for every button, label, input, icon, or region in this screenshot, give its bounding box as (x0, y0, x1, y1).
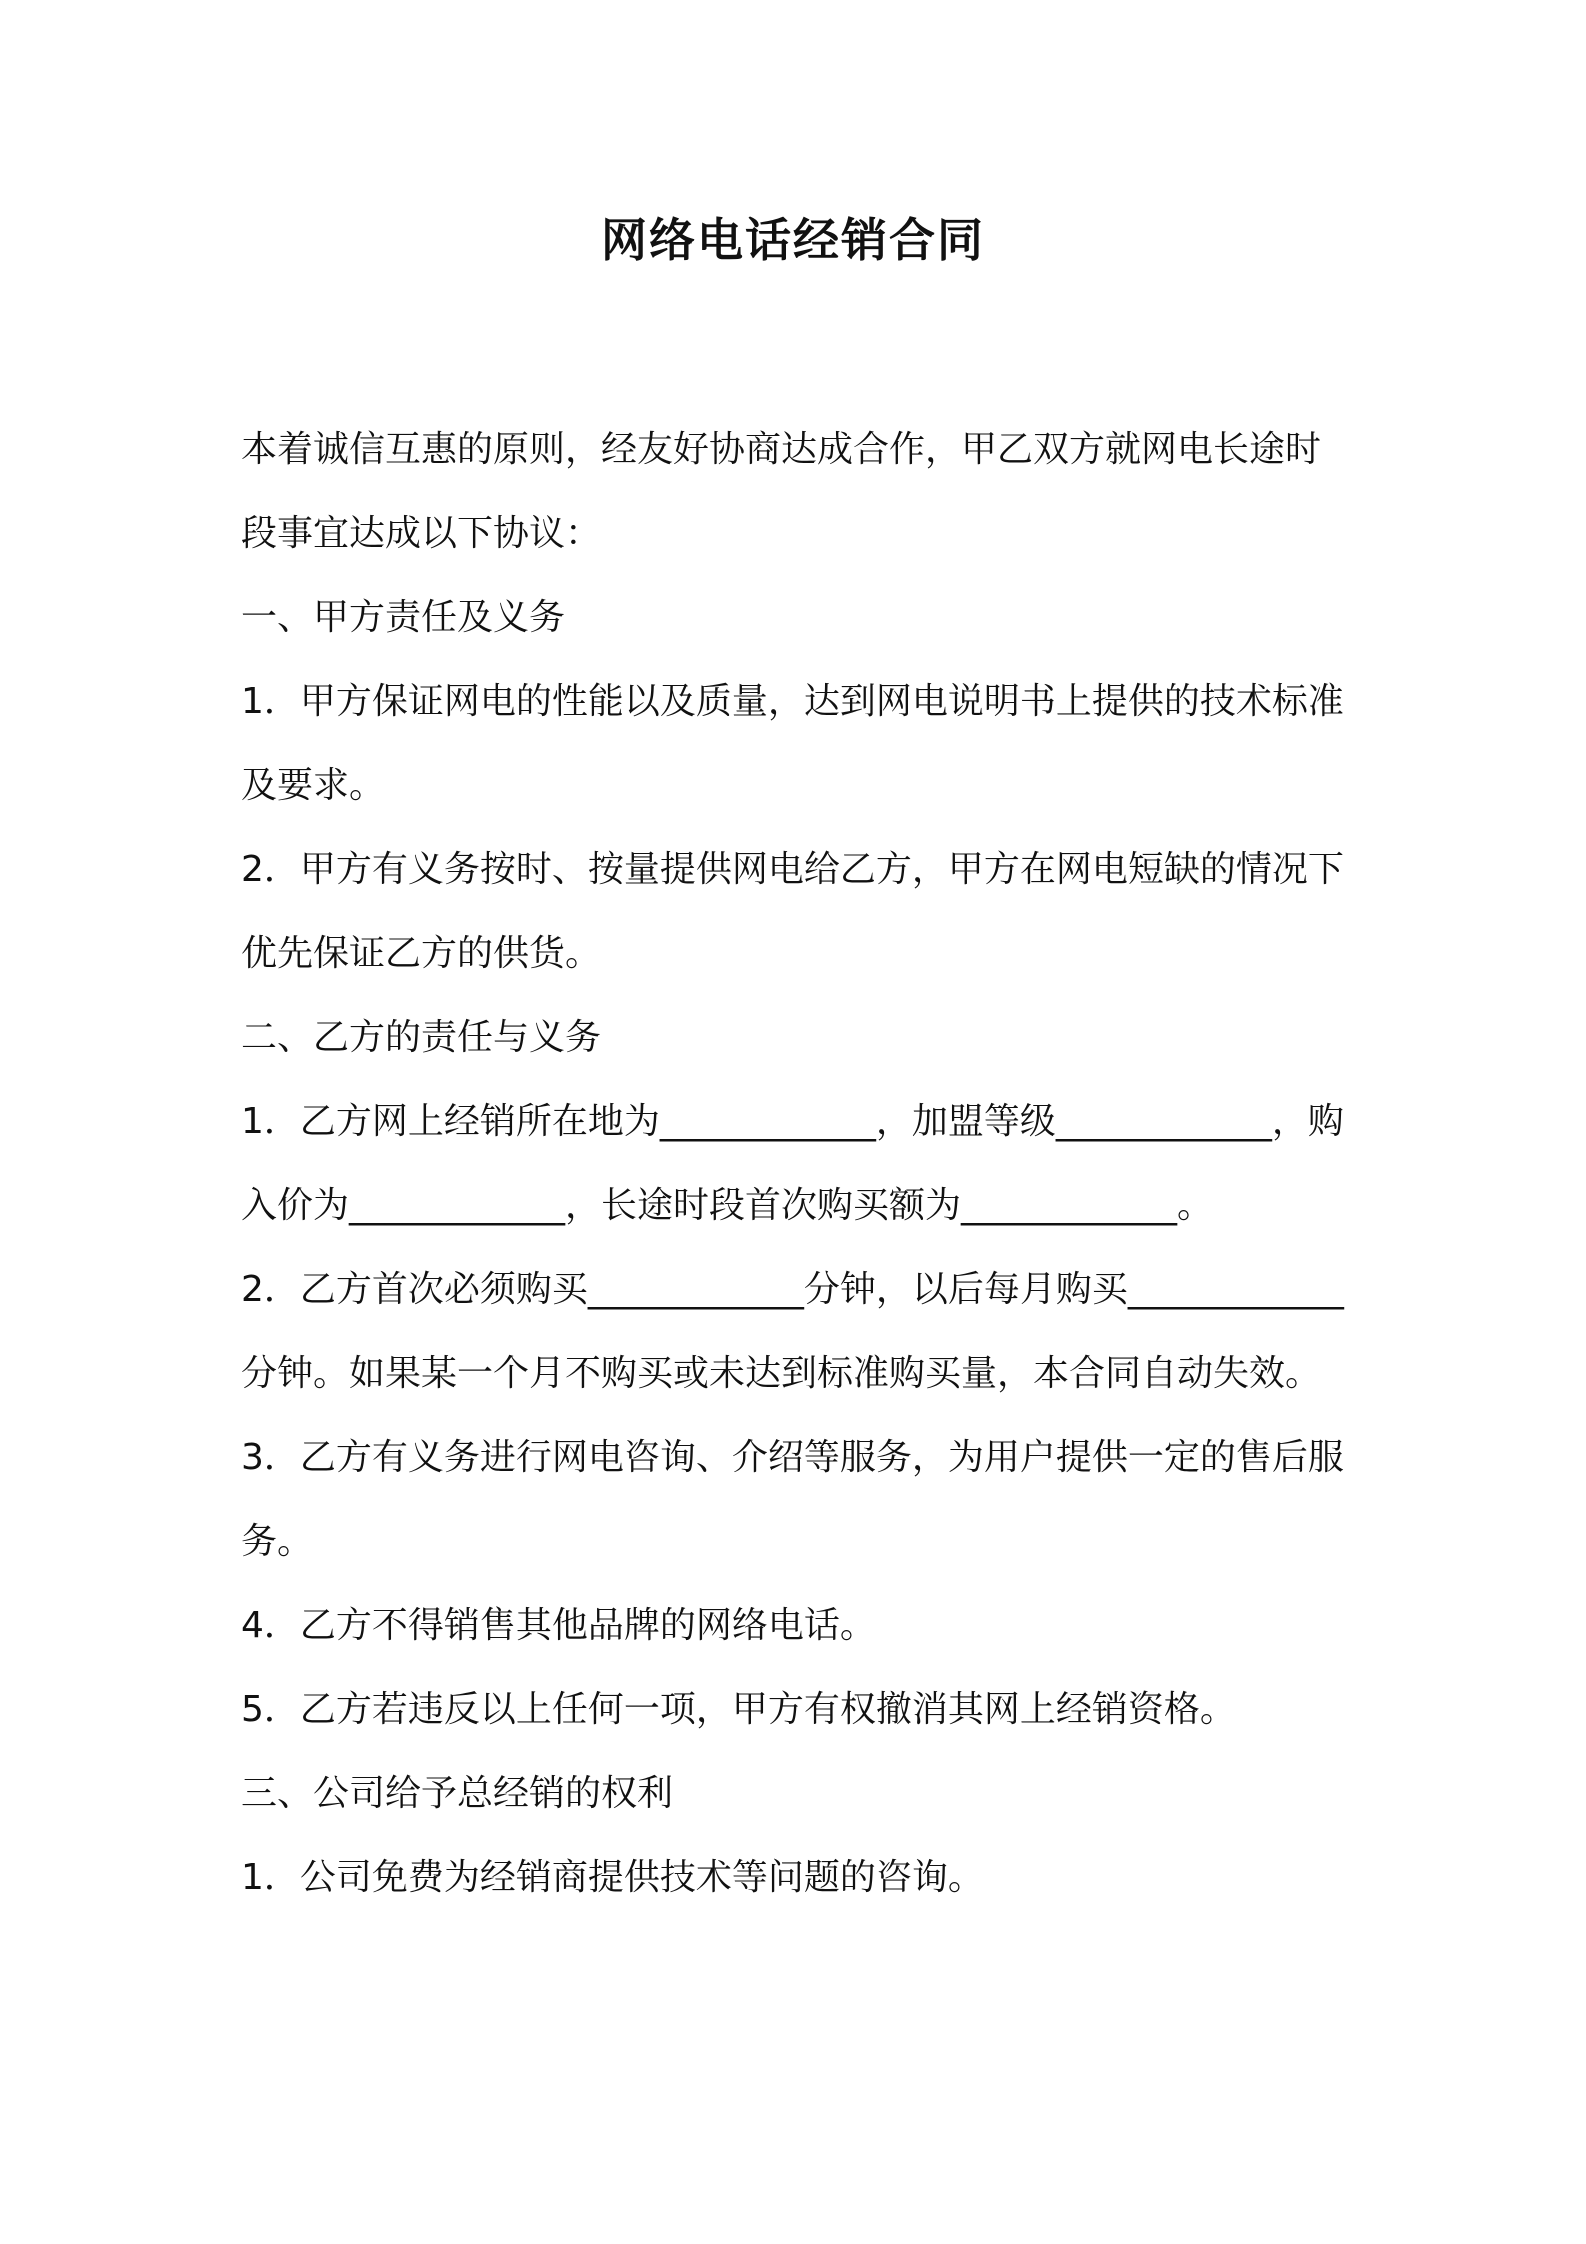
clause-paragraph: 4．乙方不得销售其他品牌的网络电话。 (241, 1605, 876, 1646)
section-heading-party-a: 一、甲方责任及义务 (241, 597, 566, 638)
document-body (241, 408, 1356, 1920)
intro-paragraph: 本着诚信互惠的原则，经友好协商达成合作，甲乙双方就网电长途时段事宜达成以下协议： (241, 429, 1322, 554)
clause-paragraph: 1．乙方网上经销所在地为____________，加盟等级____________，购入价为____________，长途时段首次购买额为____________。 (241, 1101, 1344, 1226)
clause-paragraph: 1．甲方保证网电的性能以及质量，达到网电说明书上提供的技术标准及要求。 (241, 681, 1344, 806)
section-heading-party-b: 二、乙方的责任与义务 (241, 1017, 602, 1058)
clause-paragraph: 3．乙方有义务进行网电咨询、介绍等服务，为用户提供一定的售后服务。 (241, 1437, 1344, 1562)
clause-paragraph: 5．乙方若违反以上任何一项，甲方有权撤消其网上经销资格。 (241, 1689, 1236, 1730)
document-title: 网络电话经销合同 (601, 213, 985, 267)
clause-paragraph: 1．公司免费为经销商提供技术等问题的咨询。 (241, 1857, 984, 1898)
clause-paragraph: 2．甲方有义务按时、按量提供网电给乙方，甲方在网电短缺的情况下优先保证乙方的供货。 (241, 849, 1344, 974)
clause-paragraph: 2．乙方首次必须购买____________分钟，以后每月购买____________分钟。如果某一个月不购买或未达到标准购买量，本合同自动失效。 (241, 1269, 1344, 1394)
section-heading-company-rights: 三、公司给予总经销的权利 (241, 1773, 674, 1814)
